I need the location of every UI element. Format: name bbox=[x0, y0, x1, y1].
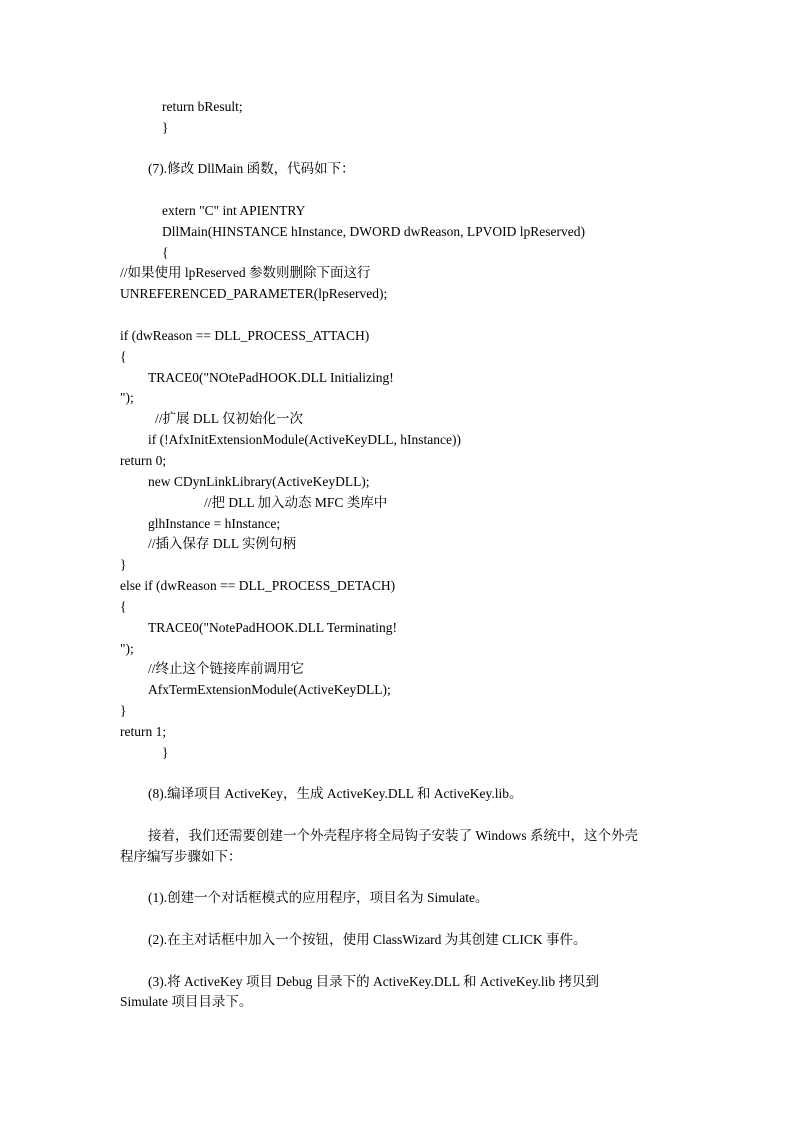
code-line: if (dwReason == DLL_PROCESS_ATTACH) bbox=[120, 328, 370, 343]
code-line: { bbox=[120, 599, 127, 614]
code-line: glhInstance = hInstance; bbox=[148, 516, 281, 531]
step-heading: (7).修改 DllMain 函数，代码如下： bbox=[148, 161, 355, 176]
code-line: UNREFERENCED_PARAMETER(lpReserved); bbox=[120, 286, 388, 301]
code-line: } bbox=[120, 557, 127, 572]
code-line: return bResult; bbox=[162, 99, 243, 114]
code-comment: //如果使用 lpReserved 参数则删除下面这行 bbox=[120, 265, 371, 280]
code-line: return 0; bbox=[120, 453, 167, 468]
code-line: TRACE0("NOtePadHOOK.DLL Initializing! bbox=[148, 370, 394, 385]
step-heading: (8).编译项目 ActiveKey，生成 ActiveKey.DLL 和 ActiveKey.lib。 bbox=[148, 786, 523, 801]
code-comment: //扩展 DLL 仅初始化一次 bbox=[155, 411, 303, 426]
code-line: TRACE0("NotePadHOOK.DLL Terminating! bbox=[148, 620, 398, 635]
code-line: { bbox=[162, 245, 169, 260]
code-line: new CDynLinkLibrary(ActiveKeyDLL); bbox=[148, 474, 370, 489]
code-line: return 1; bbox=[120, 724, 167, 739]
step-item: Simulate 项目目录下。 bbox=[120, 994, 253, 1009]
code-line: DllMain(HINSTANCE hInstance, DWORD dwReason, LPVOID lpReserved) bbox=[162, 224, 585, 239]
code-line: } bbox=[120, 703, 127, 718]
code-line: "); bbox=[120, 641, 134, 656]
code-line: "); bbox=[120, 390, 134, 405]
code-line: else if (dwReason == DLL_PROCESS_DETACH) bbox=[120, 578, 396, 593]
step-item: (1).创建一个对话框模式的应用程序，项目名为 Simulate。 bbox=[148, 890, 489, 905]
code-line: extern "C" int APIENTRY bbox=[162, 203, 306, 218]
paragraph-line: 程序编写步骤如下： bbox=[120, 849, 242, 864]
step-item: (2).在主对话框中加入一个按钮，使用 ClassWizard 为其创建 CLICK 事件。 bbox=[148, 932, 587, 947]
step-item: (3).将 ActiveKey 项目 Debug 目录下的 ActiveKey.DLL 和 ActiveKey.lib 拷贝到 bbox=[148, 974, 600, 989]
code-line: if (!AfxInitExtensionModule(ActiveKeyDLL, hInstance)) bbox=[148, 432, 462, 447]
code-line: AfxTermExtensionModule(ActiveKeyDLL); bbox=[148, 682, 391, 697]
code-line: } bbox=[162, 120, 169, 135]
code-comment: //把 DLL 加入动态 MFC 类库中 bbox=[204, 495, 388, 510]
paragraph-line: 接着，我们还需要创建一个外壳程序将全局钩子安装了 Windows 系统中，这个外壳 bbox=[148, 828, 638, 843]
code-line: { bbox=[120, 349, 127, 364]
code-comment: //终止这个链接库前调用它 bbox=[148, 661, 305, 676]
code-line: } bbox=[162, 745, 169, 760]
code-comment: //插入保存 DLL 实例句柄 bbox=[148, 536, 296, 551]
